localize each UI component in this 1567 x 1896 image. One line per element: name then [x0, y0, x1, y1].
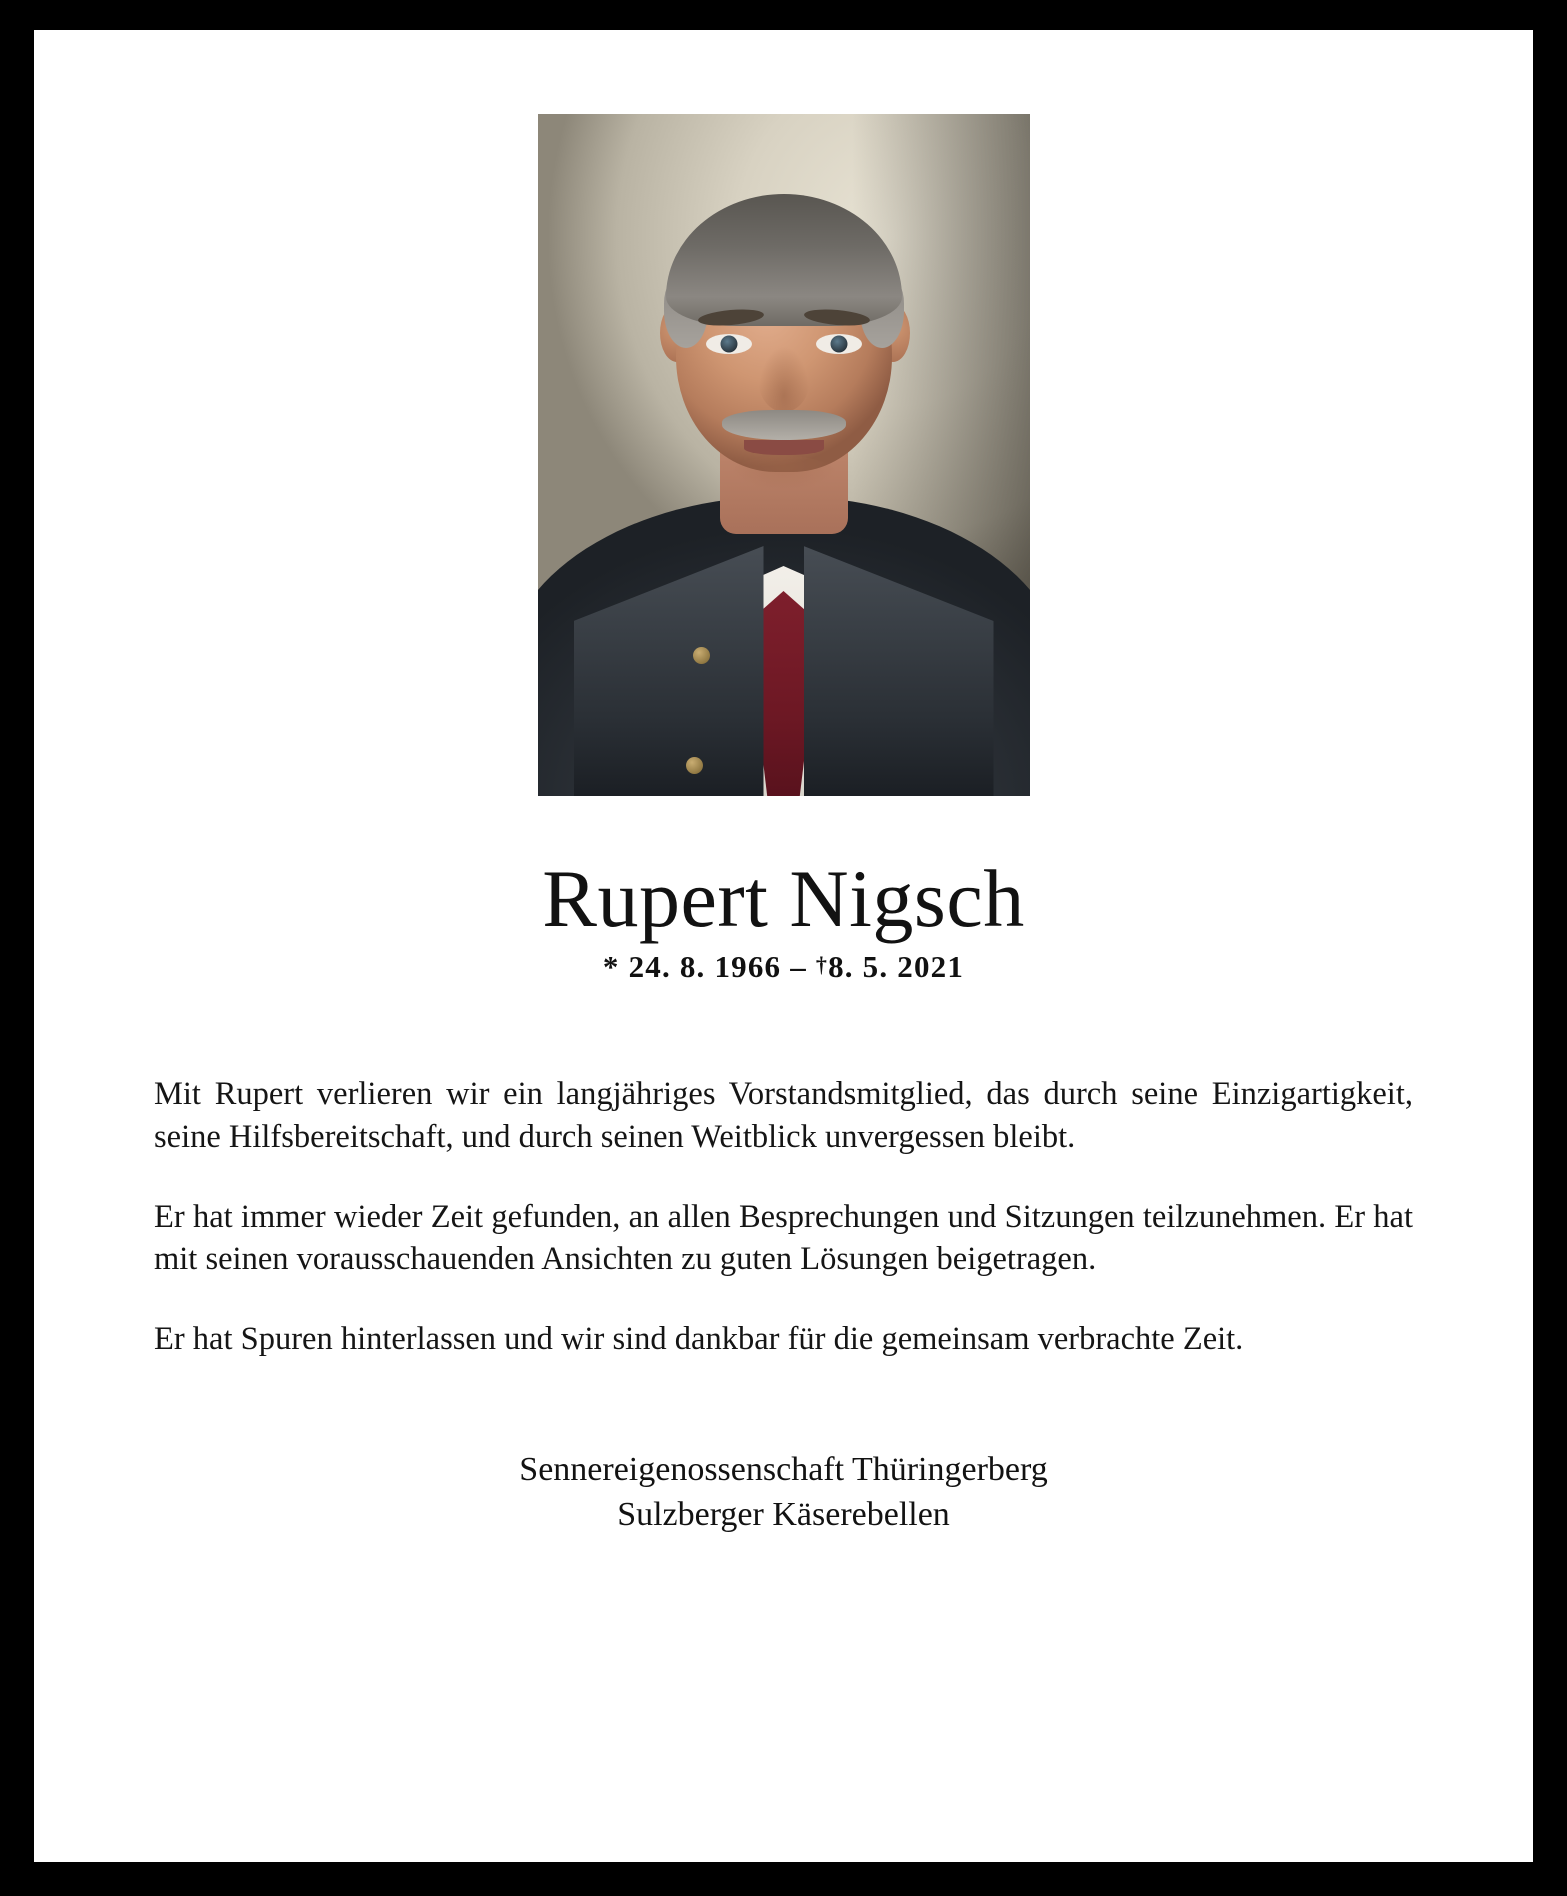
deceased-name: Rupert Nigsch	[542, 853, 1025, 944]
jacket-button-lower	[686, 757, 703, 774]
birth-date: 24. 8. 1966	[628, 949, 782, 985]
eye-left	[706, 334, 752, 354]
pupil-left	[720, 336, 737, 353]
date-separator: –	[790, 949, 807, 985]
death-date: 8. 5. 2021	[828, 949, 965, 985]
nose-shape	[758, 346, 810, 412]
moustache-shape	[722, 410, 846, 440]
mouth-shape	[744, 440, 824, 455]
memorial-paragraph: Er hat Spuren hinterlassen und wir sind dankbar für die gemeinsam verbrachte Zeit.	[154, 1321, 1244, 1358]
memorial-text	[154, 1073, 1413, 1360]
signature-block	[154, 1447, 1413, 1538]
life-dates	[603, 949, 964, 985]
cross-icon: †	[815, 952, 829, 978]
jacket-button-upper	[693, 647, 710, 664]
pupil-right	[830, 336, 847, 353]
eye-right	[816, 334, 862, 354]
obituary-card	[34, 30, 1533, 1862]
birth-symbol: *	[602, 949, 620, 985]
memorial-paragraph: Mit Rupert verlieren wir ein langjähriges Vorstandsmitglied, das durch seine Einzigartigkeit, seine Hilfsbereitschaft, und durch seinen Weitblick unvergessen bleibt.	[154, 1076, 1413, 1155]
chin-shape	[732, 456, 836, 490]
signature-line-2: Sulzberger Käserebellen	[617, 1496, 950, 1534]
portrait-photo	[538, 114, 1030, 796]
signature-line-1: Sennereigenossenschaft Thüringerberg	[519, 1450, 1048, 1488]
memorial-paragraph: Er hat immer wieder Zeit gefunden, an allen Besprechungen und Sitzungen teilzunehmen. Er hat mit seinen vorausschauenden Ansichten zu guten Lösungen beigetragen.	[154, 1198, 1413, 1278]
